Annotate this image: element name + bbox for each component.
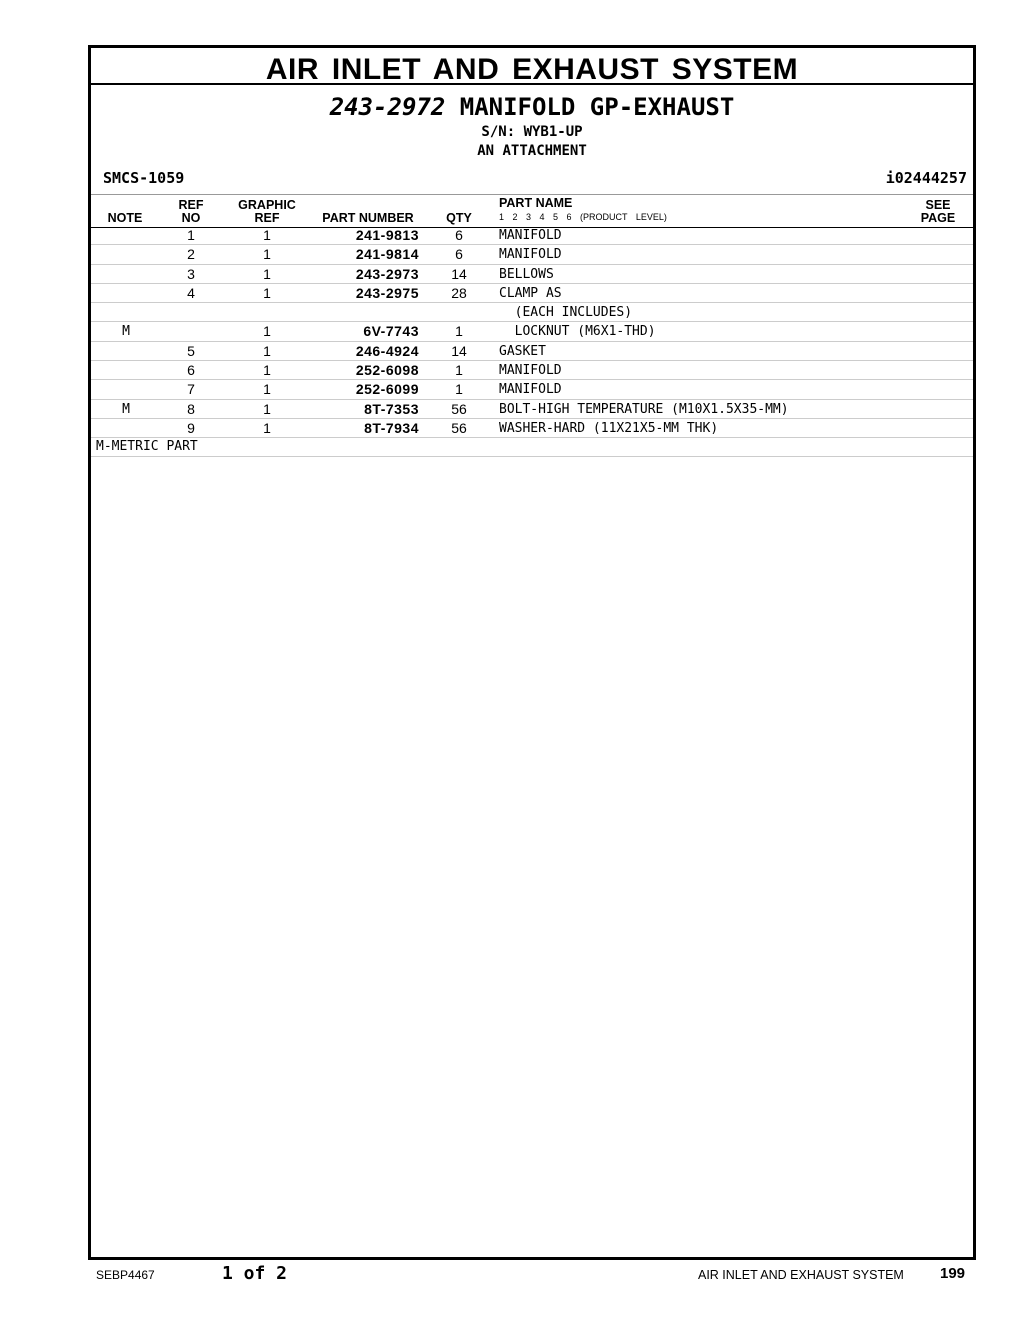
row-part-name: (EACH INCLUDES): [499, 305, 633, 321]
row-qty: 6: [455, 227, 463, 243]
table-row: [91, 400, 973, 419]
row-ref: 7: [187, 381, 195, 398]
row-qty: 28: [451, 284, 467, 301]
attachment-label: AN ATTACHMENT: [477, 143, 587, 159]
row-qty: 14: [451, 342, 467, 359]
table-row: [91, 342, 973, 361]
footer-page-number: 199: [940, 1265, 966, 1282]
row-ref: 4: [187, 284, 195, 301]
row-part-name: MANIFOLD: [499, 247, 562, 263]
footer-doc-number: SEBP4467: [96, 1268, 155, 1282]
header-ref-top: REF: [178, 198, 204, 212]
header-part-name: PART NAME: [499, 196, 573, 210]
row-graphic: 1: [263, 362, 271, 379]
table-row: [91, 419, 973, 438]
row-part-number: 241-9814: [355, 246, 419, 263]
header-see-top: SEE: [925, 198, 951, 212]
row-note: M: [122, 401, 130, 417]
row-ref: 9: [187, 419, 195, 436]
info-id: i02444257: [885, 169, 967, 187]
serial-range: S/N: WYB1-UP: [481, 124, 583, 140]
row-part-name: MANIFOLD: [499, 363, 562, 379]
table-row: [91, 226, 973, 245]
row-part-number: 241-9813: [355, 227, 419, 243]
row-graphic: 1: [263, 227, 271, 243]
row-qty: 56: [451, 419, 467, 436]
header-graphic-top: GRAPHIC: [238, 198, 296, 212]
row-graphic: 1: [263, 246, 271, 263]
row-qty: 14: [451, 265, 467, 282]
parts-table: [91, 226, 973, 457]
page-frame: [88, 45, 976, 1260]
row-part-name: CLAMP AS: [499, 285, 562, 301]
row-part-number: 8T-7353: [364, 400, 419, 417]
footer-section: AIR INLET AND EXHAUST SYSTEM: [698, 1268, 904, 1282]
row-part-name: MANIFOLD: [499, 382, 562, 398]
row-part-name: LOCKNUT (M6X1-THD): [499, 324, 656, 340]
row-part-number: 8T-7934: [364, 419, 419, 436]
row-part-number: 246-4924: [355, 342, 419, 359]
header-note: NOTE: [107, 211, 143, 225]
header-graphic-bottom: REF: [254, 211, 280, 225]
row-ref: 6: [187, 362, 195, 379]
system-title: AIR INLET AND EXHAUST SYSTEM: [91, 48, 973, 85]
row-ref: 5: [187, 342, 195, 359]
group-part-number: 243-2972: [329, 93, 446, 121]
row-graphic: 1: [263, 265, 271, 282]
row-part-number: 6V-7743: [363, 323, 419, 340]
row-qty: 6: [455, 246, 463, 263]
table-row: [91, 245, 973, 264]
row-graphic: 1: [263, 381, 271, 398]
row-part-number: 243-2975: [355, 284, 419, 301]
row-part-number: 252-6099: [355, 381, 419, 398]
table-row: [91, 303, 973, 322]
row-ref: 3: [187, 265, 195, 282]
header-qty: QTY: [446, 211, 472, 225]
row-part-name: BELLOWS: [499, 266, 554, 282]
group-heading: [91, 93, 973, 121]
row-part-number: 252-6098: [355, 362, 419, 379]
page-footer: [0, 1262, 1020, 1286]
smcs-code: SMCS-1059: [103, 169, 185, 187]
row-part-name: GASKET: [499, 343, 546, 359]
header-product-level: 1 2 3 4 5 6 (PRODUCT LEVEL): [499, 212, 667, 222]
row-graphic: 1: [263, 284, 271, 301]
group-name: MANIFOLD GP-EXHAUST: [459, 93, 735, 121]
row-qty: 1: [455, 362, 463, 379]
table-row: [91, 284, 973, 303]
header-see-bottom: PAGE: [920, 211, 956, 225]
row-part-name: BOLT-HIGH TEMPERATURE (M10X1.5X35-MM): [499, 401, 789, 417]
row-part-name: MANIFOLD: [499, 228, 562, 243]
row-graphic: 1: [263, 342, 271, 359]
footer-page-of: 1 of 2: [222, 1263, 288, 1284]
row-graphic: 1: [263, 419, 271, 436]
row-graphic: 1: [263, 323, 271, 340]
row-ref: 8: [187, 400, 195, 417]
metric-footnote: M-METRIC PART: [91, 438, 973, 457]
row-graphic: 1: [263, 400, 271, 417]
header-part-number: PART NUMBER: [322, 211, 414, 225]
table-row: [91, 361, 973, 380]
table-row: [91, 322, 973, 341]
row-part-number: 243-2973: [355, 265, 419, 282]
row-qty: 1: [455, 323, 463, 340]
row-part-name: WASHER-HARD (11X21X5-MM THK): [499, 420, 719, 436]
header-ref-bottom: NO: [181, 211, 201, 225]
table-row: [91, 265, 973, 284]
row-ref: 1: [187, 227, 195, 243]
table-header: [91, 194, 973, 228]
row-note: M: [122, 324, 130, 340]
row-ref: 2: [187, 246, 195, 263]
row-qty: 56: [451, 400, 467, 417]
table-row: [91, 380, 973, 399]
row-qty: 1: [455, 381, 463, 398]
